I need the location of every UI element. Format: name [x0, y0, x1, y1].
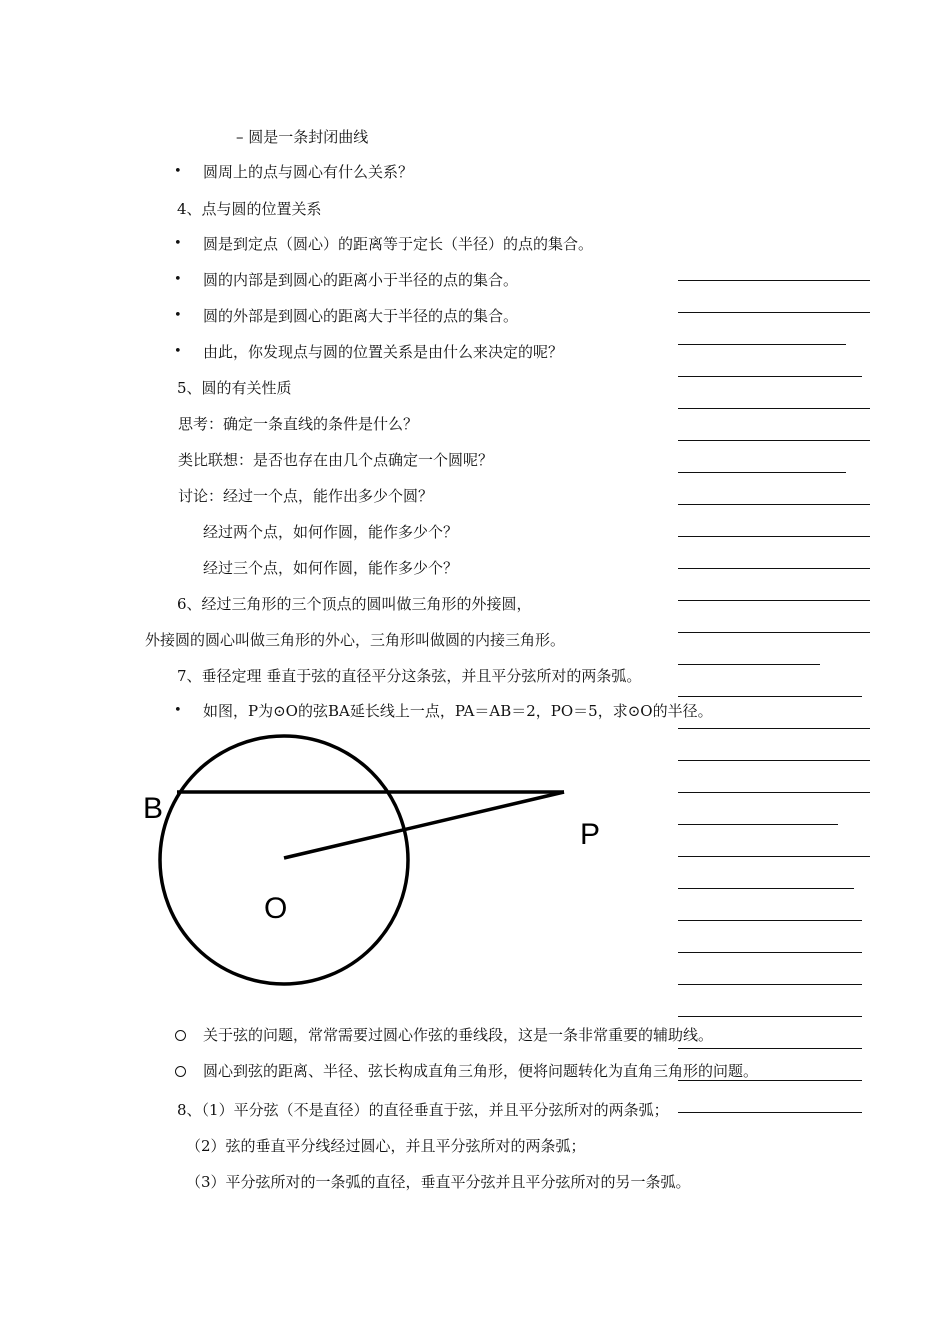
bullet-dot: • [174, 272, 182, 287]
note-rule [678, 1080, 862, 1081]
section-heading-8: 8、（1）平分弦（不是直径）的直径垂直于弦，并且平分弦所对的两条弧； [177, 1101, 669, 1119]
note-rule [678, 1048, 862, 1049]
text-line-circumcenter: 外接圆的圆心叫做三角形的外心，三角形叫做圆的内接三角形。 [145, 631, 566, 649]
section-heading-5: 5、圆的有关性质 [177, 379, 292, 397]
circle-bullet-icon [175, 1030, 186, 1041]
label-o: O [264, 892, 288, 925]
note-rule [678, 1016, 862, 1017]
text-line-circle-exterior: 圆的外部是到圆心的距离大于半径的点的集合。 [203, 307, 519, 325]
text-line-two-points: 经过两个点，如何作圆，能作多少个？ [203, 523, 459, 541]
note-rule [678, 280, 870, 281]
text-line-circle-interior: 圆的内部是到圆心的距离小于半径的点的集合。 [203, 271, 519, 289]
note-rule [678, 568, 870, 569]
text-line-think: 思考：确定一条直线的条件是什么？ [178, 415, 419, 433]
text-line-question-relation: 圆周上的点与圆心有什么关系？ [203, 163, 414, 181]
note-rule [678, 312, 870, 313]
note-rule [678, 792, 870, 793]
text-line-right-triangle: 圆心到弦的距离、半径、弦长构成直角三角形，便将问题转化为直角三角形的问题。 [203, 1062, 759, 1080]
text-line-bisector: （2）弦的垂直平分线经过圆心，并且平分弦所对的两条弧； [186, 1137, 586, 1155]
bullet-dot: • [174, 236, 182, 251]
note-rule [678, 376, 862, 377]
text-line-arc-diameter: （3）平分弦所对的一条弧的直径，垂直平分弦并且平分弦所对的另一条弧。 [186, 1173, 691, 1191]
note-rule [678, 440, 870, 441]
circle-bullet-icon [175, 1066, 186, 1077]
text-line-closed-curve: – 圆是一条封闭曲线 [236, 128, 369, 146]
text-line-analogy: 类比联想：是否也存在由几个点确定一个圆呢？ [178, 451, 494, 469]
note-rule [678, 344, 846, 345]
note-rule [678, 408, 870, 409]
segment-po [284, 792, 564, 858]
note-rule [678, 856, 870, 857]
text-line-auxiliary: 关于弦的问题，常常需要过圆心作弦的垂线段，这是一条非常重要的辅助线。 [203, 1026, 714, 1044]
bullet-dot: • [174, 308, 182, 323]
note-rule [678, 1112, 862, 1113]
note-rule [678, 536, 870, 537]
note-rule [678, 664, 820, 665]
note-rule [678, 984, 862, 985]
section-heading-4: 4、点与圆的位置关系 [177, 200, 322, 218]
text-line-discussion: 讨论：经过一个点，能作出多少个圆？ [178, 487, 434, 505]
section-heading-7: 7、垂径定理 垂直于弦的直径平分这条弦，并且平分弦所对的两条弧。 [177, 667, 642, 685]
text-line-circle-definition: 圆是到定点（圆心）的距离等于定长（半径）的点的集合。 [203, 235, 594, 253]
note-rule [678, 504, 870, 505]
bullet-dot: • [174, 703, 182, 718]
note-rule [678, 920, 862, 921]
note-rule [678, 824, 838, 825]
note-rule [678, 696, 862, 697]
note-rule [678, 760, 870, 761]
note-rule [678, 952, 862, 953]
bullet-dot: • [174, 164, 182, 179]
note-rule [678, 632, 870, 633]
text-line-position-question: 由此，你发现点与圆的位置关系是由什么来决定的呢？ [203, 343, 564, 361]
note-rule [678, 600, 870, 601]
note-rule [678, 728, 870, 729]
section-heading-6: 6、经过三角形的三个顶点的圆叫做三角形的外接圆， [177, 595, 532, 613]
note-rule [678, 888, 854, 889]
label-b: B [143, 792, 164, 825]
label-p: P [580, 818, 601, 851]
text-line-problem: 如图，P为⊙O的弦BA延长线上一点，PA＝AB＝2，PO＝5，求⊙O的半径。 [203, 702, 713, 720]
text-line-three-points: 经过三个点，如何作圆，能作多少个？ [203, 559, 459, 577]
note-rule [678, 472, 846, 473]
bullet-dot: • [174, 344, 182, 359]
circle-o [160, 736, 408, 984]
